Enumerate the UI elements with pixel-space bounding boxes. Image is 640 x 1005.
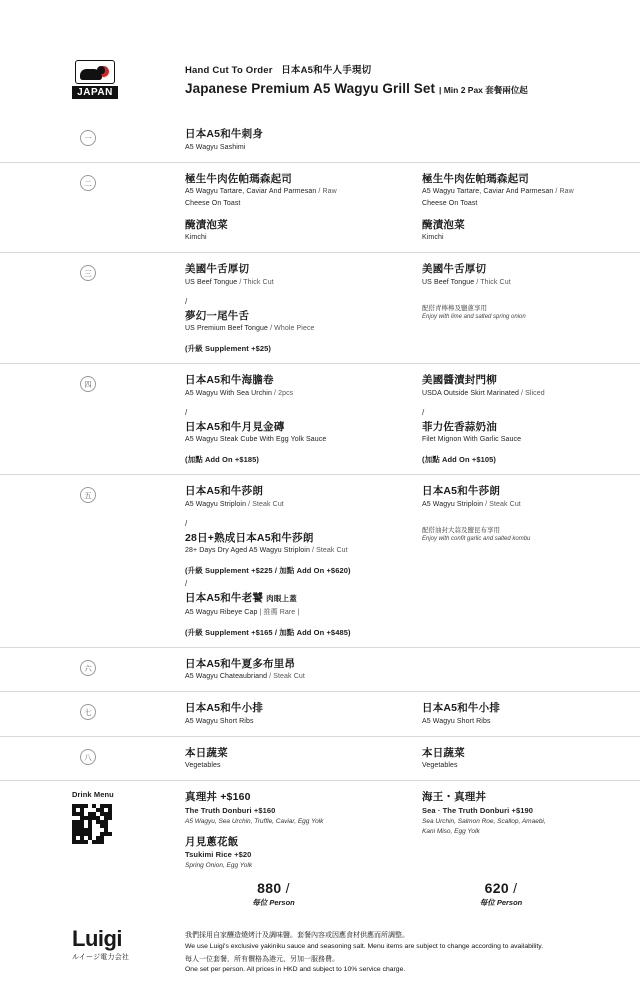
menu-item-desc-en — [185, 761, 408, 771]
menu-item — [185, 835, 408, 871]
menu-item-name-zh — [185, 531, 408, 545]
supplement-note: (升級 Supplement +$25) — [185, 344, 271, 353]
menu-item-desc-en-text: A5 Wagyu Tartare, Caviar And Parmesan — [185, 188, 317, 195]
section-number: 五 — [80, 487, 96, 503]
menu-item — [185, 127, 408, 153]
serving-note-en: Enjoy with lime and salted spring onion — [422, 313, 526, 320]
menu-item-desc-en — [185, 324, 408, 334]
menu-column-left — [185, 262, 422, 354]
menu-item-name-zh-text: 日本A5和牛小排 — [185, 702, 264, 714]
menu-item-desc-en — [185, 278, 408, 288]
supplement-note: (加點 Add On +$105) — [422, 455, 497, 464]
menu-item-cut-note: / 2pcs — [274, 389, 294, 397]
drink-menu-block — [72, 790, 132, 844]
cow-icon — [80, 69, 102, 80]
menu-item-name-zh — [185, 657, 408, 671]
menu-item — [185, 262, 408, 288]
menu-item-name-zh — [422, 790, 630, 804]
page-title-text: Japanese Premium A5 Wagyu Grill Set — [185, 81, 436, 96]
menu-item-desc-en-text: A5 Wagyu With Sea Urchin — [185, 389, 272, 397]
menu-item — [185, 657, 408, 683]
menu-item-cut-note: | 推薦 Rare | — [259, 608, 300, 616]
menu-item-ingredients: Spring Onion, Egg Yolk — [185, 862, 253, 869]
menu-item-name-zh — [185, 746, 408, 760]
japan-badge-label: JAPAN — [72, 86, 118, 99]
menu-item-name-zh-text: 日本A5和牛莎朗 — [185, 485, 264, 497]
menu-item-desc-en — [422, 278, 630, 288]
menu-item-name-zh-text: 醃漬泡菜 — [422, 218, 465, 231]
menu-item-ingredients: Sea Urchin, Salmon Roe, Scallop, Amaebi, — [422, 817, 546, 825]
menu-column-right — [422, 484, 640, 638]
menu-item-name-zh-text: 極生牛肉佐帕瑪森起司 — [185, 172, 292, 185]
menu-item-cut-note: / Raw — [555, 188, 574, 195]
menu-item — [422, 746, 630, 772]
separator-slash: / — [185, 518, 188, 528]
menu-item-name-zh — [185, 218, 408, 232]
qr-code-icon[interactable] — [72, 804, 112, 844]
menu-item-name-zh — [185, 790, 408, 804]
separator-slash: / — [422, 407, 425, 417]
menu-sections — [0, 118, 640, 879]
menu-column-left — [185, 746, 422, 772]
menu-item-name-zh-text: 菲力佐香蒜奶油 — [422, 420, 497, 433]
menu-item — [185, 790, 408, 826]
menu-item-name-zh-text: 日本A5和牛月見金磚 — [185, 420, 285, 433]
menu-item-name-zh — [185, 172, 408, 186]
menu-item-name-zh-text: 本日蔬菜 — [185, 746, 228, 759]
menu-item-name-zh — [422, 420, 630, 434]
menu-item — [422, 262, 630, 288]
menu-item-name-zh — [422, 701, 630, 715]
menu-item-name-zh — [185, 591, 408, 606]
menu-item-desc-en-line2: Cheese On Toast — [422, 199, 478, 207]
luigi-logo — [72, 927, 172, 962]
menu-column-left — [185, 373, 422, 465]
menu-item-name-zh-text: 月見蔥花飯 — [185, 835, 239, 848]
menu-item-desc-en-text: Vegetables — [422, 762, 458, 769]
menu-item-desc-en — [422, 761, 630, 771]
menu-item-name-zh-text: 日本A5和牛莎朗 — [422, 485, 501, 497]
serving-note — [422, 304, 630, 322]
menu-column-right — [422, 373, 640, 465]
fine-print — [185, 931, 605, 978]
menu-item-cut-note: / Steak Cut — [248, 500, 284, 508]
menu-item-name-zh — [185, 484, 408, 498]
menu-section — [0, 736, 640, 781]
menu-column-right — [422, 262, 640, 354]
header-title-block — [185, 62, 585, 96]
header-subtitle-zh: 日本A5和牛人手現切 — [281, 65, 372, 76]
price-left-amount: 880 / — [257, 880, 290, 896]
price-right — [422, 880, 640, 908]
menu-column-left — [185, 172, 422, 244]
menu-item-desc-en — [422, 500, 630, 510]
serving-note-zh: 配搭油封大蒜及鹽昆布享用 — [422, 526, 500, 534]
menu-item-desc-en-text: Filet Mignon With Garlic Sauce — [422, 436, 522, 443]
menu-item-name-zh-text: 日本A5和牛夏多布里昂 — [185, 657, 296, 670]
menu-item-name-zh-text: 28日+熟成日本A5和牛莎朗 — [185, 531, 314, 544]
fine-print-en: We use Luigi's exclusive yakiniku sauce and seasoning salt. Menu items are subject to change according to availability. — [185, 942, 544, 950]
menu-column-left — [185, 701, 422, 727]
menu-item-name-zh — [185, 262, 408, 276]
menu-item — [185, 591, 408, 618]
menu-item-name-zh-text: 日本A5和牛刺身 — [185, 128, 264, 140]
luigi-wordmark: Luigi — [72, 926, 123, 951]
menu-item-name-zh-text: 日本A5和牛小排 — [422, 702, 501, 714]
menu-item-name-zh-text: 夢幻一尾牛舌 — [185, 309, 250, 322]
menu-item-cut-note: / Thick Cut — [239, 278, 274, 286]
menu-item-desc-en-line2: Cheese On Toast — [185, 199, 241, 207]
menu-item-desc-en — [422, 435, 630, 445]
section-number: 一 — [80, 130, 96, 146]
menu-header — [0, 48, 640, 110]
price-right-amount: 620 / — [484, 880, 518, 896]
menu-item-ingredients: A5 Wagyu, Sea Urchin, Truffle, Caviar, Egg Yolk — [185, 817, 324, 825]
menu-item-desc-en — [185, 187, 408, 197]
menu-item-desc-en — [185, 717, 408, 727]
menu-item-desc-en — [185, 389, 408, 399]
menu-column-right — [422, 701, 640, 727]
menu-item-desc-en — [185, 672, 408, 682]
menu-item-desc-en-text: A5 Wagyu Short Ribs — [185, 717, 254, 725]
menu-item-name-zh — [185, 701, 408, 715]
menu-item — [422, 172, 630, 209]
menu-column-right — [422, 127, 640, 153]
menu-column-right — [422, 657, 640, 683]
supplement-note: (加點 Add On +$185) — [185, 455, 260, 464]
menu-item — [185, 420, 408, 446]
menu-section — [0, 474, 640, 647]
section-columns — [185, 127, 640, 153]
menu-column-left — [185, 657, 422, 683]
menu-item-name-zh-text: 日本A5和牛海膽卷 — [185, 374, 274, 386]
menu-item-name-zh-text: 美國牛舌厚切 — [422, 263, 487, 275]
menu-item-desc-en — [422, 233, 630, 243]
menu-item — [185, 373, 408, 399]
section-columns — [185, 746, 640, 772]
section-columns — [185, 657, 640, 683]
menu-item-name-zh — [185, 309, 408, 323]
page-title — [185, 81, 585, 96]
menu-item-name-zh — [185, 420, 408, 434]
serving-note-zh: 配搭青檸檸及鹽蔥享用 — [422, 304, 487, 312]
menu-item — [422, 790, 630, 836]
menu-item-name-zh — [185, 835, 408, 849]
menu-item-name-en: The Truth Donburi +$160 — [185, 805, 276, 815]
menu-item-cut-note: / Steak Cut — [311, 547, 348, 554]
section-number: 三 — [80, 265, 96, 281]
wagyu-mark-icon — [75, 60, 115, 84]
menu-column-left — [185, 790, 422, 870]
menu-item-desc-en-text: A5 Wagyu Ribeye Cap — [185, 608, 258, 616]
menu-item-desc-en — [185, 500, 408, 510]
menu-item — [422, 420, 630, 446]
price-right-unit: 每位 Person — [479, 898, 523, 907]
menu-section — [0, 252, 640, 363]
menu-item-cut-note: / Thick Cut — [476, 278, 511, 286]
menu-item — [422, 373, 630, 399]
menu-item-desc-en-text: 28+ Days Dry Aged A5 Wagyu Striploin — [185, 547, 310, 554]
menu-item-name-zh-text: 美國醬漬封門柳 — [422, 374, 497, 386]
menu-item-name-zh — [422, 262, 630, 276]
menu-item — [185, 701, 408, 727]
section-columns — [185, 262, 640, 354]
menu-item-cut-note: / Sliced — [521, 389, 545, 397]
menu-section — [0, 647, 640, 692]
menu-item-desc-en-text: A5 Wagyu Chateaubriand — [185, 673, 268, 680]
menu-item-cut-note: / Steak Cut — [269, 673, 305, 680]
min-pax-note: | Min 2 Pax 套餐兩位起 — [438, 85, 528, 95]
menu-item — [185, 484, 408, 510]
fine-print-zh: 我們採用自家釀造燒烤汁及調味鹽。套餐內容或因應食材供應而所調整。 — [185, 932, 409, 939]
price-row — [185, 880, 640, 908]
menu-item-desc-en — [422, 717, 630, 727]
serving-note-en: Enjoy with confit garlic and salted kombu — [422, 535, 531, 542]
menu-item-desc-en — [185, 435, 408, 445]
menu-column-left — [185, 484, 422, 638]
menu-item-desc-en-text: US Beef Tongue — [422, 278, 475, 286]
menu-section — [0, 691, 640, 736]
luigi-jp-subtitle: ルイージ電力会社 — [72, 954, 130, 961]
menu-item-desc-en-text: A5 Wagyu Tartare, Caviar And Parmesan — [422, 188, 554, 195]
menu-column-left — [185, 127, 422, 153]
section-number: 八 — [80, 749, 96, 765]
menu-column-right — [422, 746, 640, 772]
menu-item-desc-en-text: Kimchi — [422, 234, 444, 241]
menu-item-desc-en — [185, 143, 408, 153]
separator-slash: / — [185, 579, 188, 588]
header-subtitle — [185, 62, 585, 76]
menu-item-name-zh-text: 日本A5和牛老饕 — [185, 592, 264, 604]
menu-item — [185, 309, 408, 335]
menu-item-desc-en — [422, 389, 630, 399]
separator-slash: / — [185, 407, 188, 417]
menu-column-right — [422, 172, 640, 244]
menu-item-desc-en-text: A5 Wagyu Striploin — [422, 500, 484, 508]
menu-item-desc-en — [185, 608, 408, 618]
menu-item-desc-en-text: US Beef Tongue — [185, 278, 238, 286]
drink-menu-label: Drink Menu — [72, 790, 114, 799]
menu-section — [0, 118, 640, 162]
separator-slash: / — [185, 296, 188, 306]
section-number: 七 — [80, 704, 96, 720]
menu-item-desc-en — [422, 187, 630, 197]
menu-item — [185, 531, 408, 557]
menu-item-desc-en-text: A5 Wagyu Short Ribs — [422, 717, 491, 725]
menu-item-desc-en-text: USDA Outside Skirt Marinated — [422, 389, 519, 397]
price-left — [185, 880, 422, 908]
menu-column-right — [422, 790, 640, 870]
menu-item-name-zh — [422, 746, 630, 760]
menu-item-desc-en-text: Vegetables — [185, 762, 221, 769]
menu-item-ingredients-line2: Kani Miso, Egg Yolk — [422, 827, 480, 835]
menu-item-desc-en-text: Kimchi — [185, 234, 207, 241]
menu-item-name-zh — [422, 172, 630, 186]
menu-item-name-zh — [422, 484, 630, 498]
menu-item-name-zh-text: 海王・真理丼 — [422, 791, 487, 803]
menu-item-name-zh-text: 美國牛舌厚切 — [185, 263, 250, 275]
menu-item-name-en: Sea · The Truth Donburi +$190 — [422, 805, 534, 815]
menu-item-name-en: Tsukimi Rice +$20 — [185, 850, 252, 859]
price-left-unit: 每位 Person — [252, 898, 295, 907]
japan-wagyu-logo — [72, 60, 118, 100]
menu-item — [422, 484, 630, 510]
menu-item-name-zh-sub: 肉眼上蓋 — [266, 594, 297, 603]
menu-item — [185, 218, 408, 244]
fine-print-zh: 每人一位套餐，所有價格為港元，另加一服務費。 — [185, 955, 339, 963]
header-subtitle-en: Hand Cut To Order — [185, 65, 273, 76]
section-columns — [185, 484, 640, 638]
serving-note — [422, 526, 630, 544]
menu-item-name-zh — [185, 373, 408, 387]
menu-item — [185, 746, 408, 772]
menu-item-cut-note: / Steak Cut — [485, 500, 521, 508]
menu-item-desc-en — [185, 233, 408, 243]
menu-item-desc-en-text: A5 Wagyu Steak Cube With Egg Yolk Sauce — [185, 436, 327, 443]
menu-item-name-zh-text: 真理丼 +$160 — [185, 791, 251, 803]
menu-item-name-zh-text: 醃漬泡菜 — [185, 218, 228, 231]
menu-item — [422, 218, 630, 244]
menu-item-desc-en-text: US Premium Beef Tongue — [185, 325, 269, 332]
section-columns — [185, 172, 640, 244]
section-number: 二 — [80, 175, 96, 191]
supplement-note: (升級 Supplement +$225 / 加點 Add On +$620) — [185, 566, 351, 575]
menu-section — [0, 363, 640, 474]
menu-item-desc-en-text: A5 Wagyu Sashimi — [185, 143, 246, 151]
section-columns — [185, 373, 640, 465]
section-number: 四 — [80, 376, 96, 392]
menu-item-name-zh-text: 極生牛肉佐帕瑪森起司 — [422, 172, 529, 185]
section-columns — [185, 701, 640, 727]
menu-item — [185, 172, 408, 209]
menu-item-cut-note: / Raw — [318, 188, 337, 195]
fine-print-en: One set per person. All prices in HKD and subject to 10% service charge. — [185, 966, 406, 973]
section-number: 六 — [80, 660, 96, 676]
menu-item-desc-en — [185, 546, 408, 556]
menu-item-desc-en-text: A5 Wagyu Striploin — [185, 500, 247, 508]
menu-item-cut-note: / Whole Piece — [270, 325, 315, 332]
menu-item-name-zh — [185, 127, 408, 141]
section-columns — [185, 790, 640, 870]
menu-item — [422, 701, 630, 727]
menu-item-name-zh — [422, 218, 630, 232]
supplement-note: (升級 Supplement +$165 / 加點 Add On +$485) — [185, 627, 351, 637]
menu-section — [0, 162, 640, 253]
menu-item-name-zh — [422, 373, 630, 387]
menu-item-name-zh-text: 本日蔬菜 — [422, 746, 465, 759]
